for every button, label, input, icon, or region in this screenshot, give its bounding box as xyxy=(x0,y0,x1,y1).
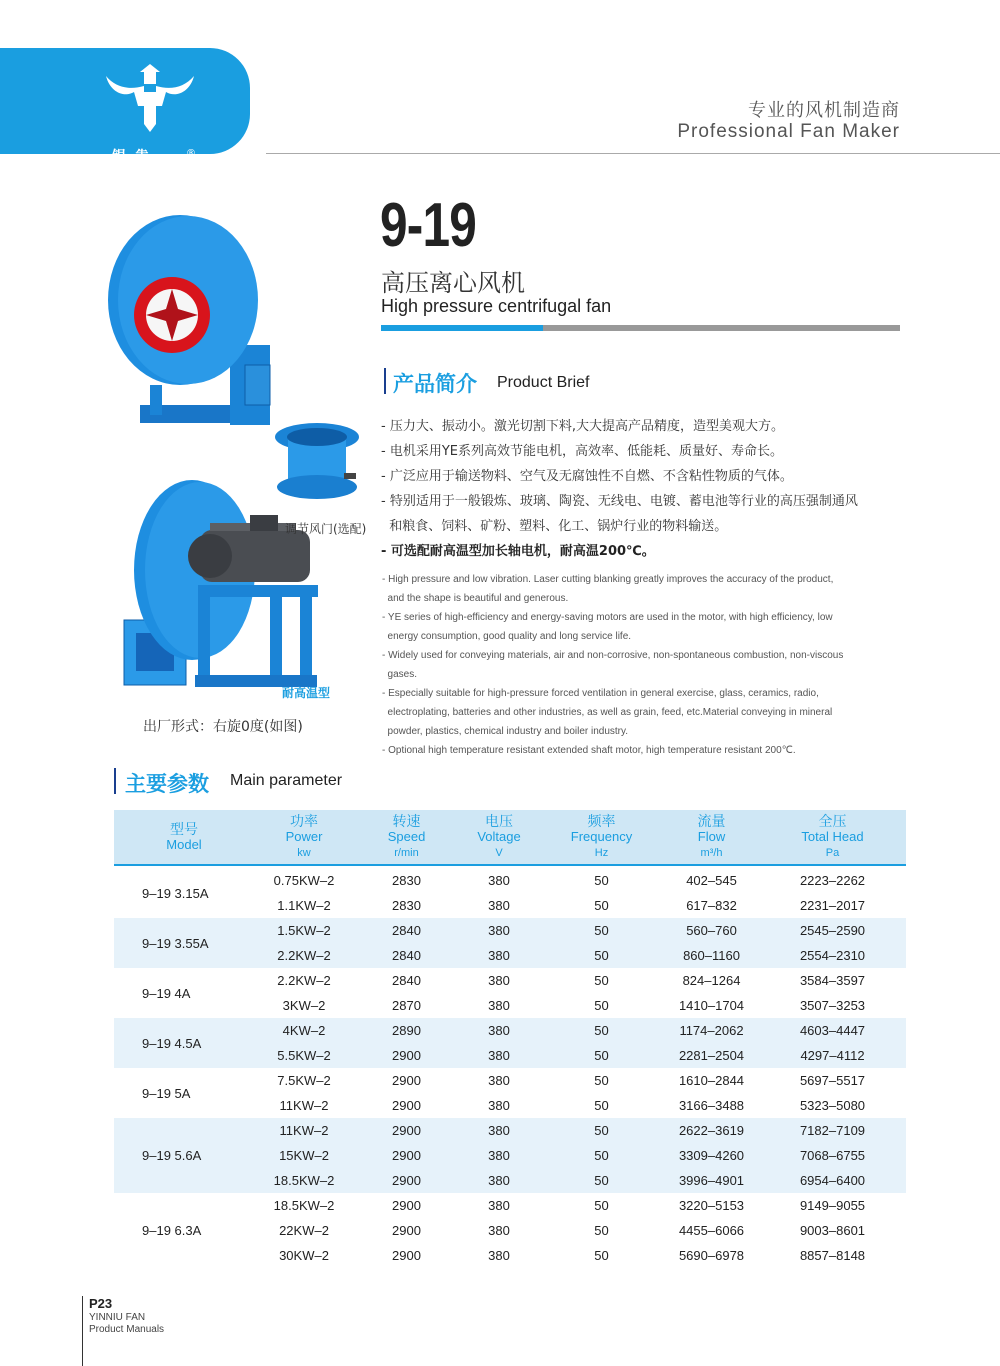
cell-power: 1.1KW–2 xyxy=(277,898,331,913)
cell-frequency: 50 xyxy=(594,873,609,888)
parameter-table-body xyxy=(114,865,906,1268)
cell-voltage: 380 xyxy=(488,973,510,988)
logo-english-text: YIN NIU xyxy=(112,172,174,187)
cell-total-head: 4603–4447 xyxy=(759,1018,906,1043)
cell-voltage: 380 xyxy=(459,943,539,968)
bull-horns-logo-icon xyxy=(100,62,200,142)
cell-total-head: 5697–5517 xyxy=(799,1073,866,1088)
cell-power: 11KW–2 xyxy=(279,1098,329,1113)
cell-voltage: 380 xyxy=(488,1248,510,1263)
brief-en-line: energy consumption, good quality and long service life. xyxy=(382,631,632,642)
brief-cn-line: - 广泛应用于输送物料、空气及无腐蚀性不自燃、不含粘性物质的气体。 xyxy=(381,469,793,484)
cell-speed: 2900 xyxy=(392,1223,421,1238)
cell-voltage: 380 xyxy=(488,873,510,888)
brief-en-line: electroplating, batteries and other industries, as well as grain, feed, etc.Material conveying in mineral xyxy=(382,707,833,718)
params-title-english: Main parameter xyxy=(230,772,343,789)
cell-speed: 2840 xyxy=(354,943,459,968)
registered-mark: ® xyxy=(186,148,196,159)
parameter-table xyxy=(114,810,906,1268)
cell-frequency: 50 xyxy=(594,898,609,913)
cell-speed: 2840 xyxy=(392,973,421,988)
cell-voltage: 380 xyxy=(488,998,510,1013)
cell-total-head: 2554–2310 xyxy=(759,943,906,968)
brief-cn-line: 和粮食、饲料、矿粉、塑料、化工、锅炉行业的物料输送。 xyxy=(381,519,728,534)
header-power: 功率 Power kw xyxy=(254,810,354,865)
cell-flow: 1174–2062 xyxy=(664,1018,759,1043)
cell-speed: 2900 xyxy=(354,1143,459,1168)
cell-total-head: 7068–6755 xyxy=(759,1143,906,1168)
table-row xyxy=(114,1118,906,1143)
cell-model: 9–19 6.3A xyxy=(142,1223,202,1238)
cell-power: 22KW–2 xyxy=(279,1223,329,1238)
cell-model: 9–19 5A xyxy=(142,1085,191,1101)
brief-en-line: gases. xyxy=(382,669,418,680)
header-speed: 转速 Speed r/min xyxy=(354,810,459,865)
cell-speed: 2900 xyxy=(392,1198,421,1213)
brief-cn-line: - 特别适用于一般锻炼、玻璃、陶瓷、无线电、电镀、蓄电池等行业的高压强制通风 xyxy=(381,494,858,509)
cell-total-head: 3507–3253 xyxy=(799,998,866,1013)
product-model-title: 9-19 xyxy=(380,191,477,260)
cell-flow: 824–1264 xyxy=(682,973,741,988)
title-accent-bar xyxy=(381,325,543,331)
cell-total-head: 8857–8148 xyxy=(799,1248,866,1263)
cell-speed: 2870 xyxy=(392,998,421,1013)
cell-model: 9–19 5.6A xyxy=(114,1118,254,1193)
cell-power: 18.5KW–2 xyxy=(273,1198,335,1213)
tagline-english: Professional Fan Maker xyxy=(677,121,900,142)
cell-power: 18.5KW–2 xyxy=(254,1168,354,1193)
cell-total-head: 7182–7109 xyxy=(759,1118,906,1143)
cell-flow: 2622–3619 xyxy=(664,1118,759,1143)
cell-speed: 2900 xyxy=(354,1118,459,1143)
cell-speed: 2830 xyxy=(392,898,421,913)
cell-power: 3KW–2 xyxy=(282,998,326,1013)
centrifugal-fan-image xyxy=(108,215,270,425)
cell-flow: 1410–1704 xyxy=(678,998,745,1013)
cell-flow: 3166–3488 xyxy=(678,1098,745,1113)
brief-cn-line-highlight: - 可选配耐高温型加长轴电机，耐高温200℃。 xyxy=(381,544,655,559)
header-flow: 流量 Flow m³/h xyxy=(664,810,759,865)
product-name-chinese: 高压离心风机 xyxy=(381,269,525,297)
cell-frequency: 50 xyxy=(539,1118,664,1143)
cell-voltage: 380 xyxy=(488,1198,510,1213)
cell-flow: 2281–2504 xyxy=(664,1043,759,1068)
cell-speed: 2900 xyxy=(392,1098,421,1113)
cell-frequency: 50 xyxy=(594,1098,609,1113)
cell-total-head: 2231–2017 xyxy=(799,898,866,913)
cell-frequency: 50 xyxy=(539,918,664,943)
cell-power: 2.2KW–2 xyxy=(254,943,354,968)
cell-voltage: 380 xyxy=(459,1018,539,1043)
brief-title-english: Product Brief xyxy=(497,374,590,391)
tagline-chinese: 专业的风机制造商 xyxy=(748,100,900,121)
table-header-row xyxy=(114,810,906,865)
cell-power: 5.5KW–2 xyxy=(254,1043,354,1068)
cell-voltage: 380 xyxy=(488,1073,510,1088)
cell-flow: 860–1160 xyxy=(664,943,759,968)
cell-power: 30KW–2 xyxy=(279,1248,329,1263)
brief-en-line: - Optional high temperature resistant extended shaft motor, high temperature resistant 200℃. xyxy=(382,745,796,756)
brief-section-marker xyxy=(384,368,386,394)
cell-model: 9–19 4A xyxy=(142,985,191,1001)
damper-caption: 调节风门(选配) xyxy=(285,522,367,536)
cell-flow: 4455–6066 xyxy=(678,1223,745,1238)
cell-flow: 3996–4901 xyxy=(664,1168,759,1193)
table-row xyxy=(114,1193,906,1218)
cell-flow: 3220–5153 xyxy=(678,1198,745,1213)
cell-power: 15KW–2 xyxy=(254,1143,354,1168)
cell-speed: 2900 xyxy=(392,1073,421,1088)
cell-voltage: 380 xyxy=(459,1043,539,1068)
cell-voltage: 380 xyxy=(459,1143,539,1168)
footer-company: YINNIU FAN xyxy=(89,1312,146,1323)
params-section-marker xyxy=(114,768,116,794)
cell-power: 0.75KW–2 xyxy=(273,873,335,888)
cell-frequency: 50 xyxy=(594,1223,609,1238)
cell-flow: 1610–2844 xyxy=(678,1073,745,1088)
cell-total-head: 5323–5080 xyxy=(799,1098,866,1113)
cell-voltage: 380 xyxy=(488,1223,510,1238)
page-number: P23 xyxy=(89,1296,113,1311)
cell-speed: 2900 xyxy=(392,1248,421,1263)
cell-frequency: 50 xyxy=(594,1198,609,1213)
header-divider xyxy=(266,153,1000,154)
cell-frequency: 50 xyxy=(594,1073,609,1088)
table-row xyxy=(114,968,906,993)
header-voltage: 电压 Voltage V xyxy=(459,810,539,865)
brief-en-line: powder, plastics, chemical industry and boiler industry. xyxy=(382,726,629,737)
cell-model: 9–19 3.15A xyxy=(142,885,209,901)
cell-power: 11KW–2 xyxy=(254,1118,354,1143)
cell-speed: 2890 xyxy=(354,1018,459,1043)
cell-flow: 3309–4260 xyxy=(664,1143,759,1168)
table-row xyxy=(114,1068,906,1093)
cell-power: 2.2KW–2 xyxy=(277,973,331,988)
table-row xyxy=(114,1018,906,1043)
cell-model: 9–19 3.55A xyxy=(114,918,254,968)
cell-power: 1.5KW–2 xyxy=(254,918,354,943)
cell-flow: 5690–6978 xyxy=(678,1248,745,1263)
cell-voltage: 380 xyxy=(459,918,539,943)
cell-total-head: 6954–6400 xyxy=(759,1168,906,1193)
brief-en-line: - Especially suitable for high-pressure forced ventilation in general exercise, glass, ceramics, radio, xyxy=(382,688,819,699)
cell-frequency: 50 xyxy=(594,1248,609,1263)
brief-cn-line: - 压力大、振动小。激光切割下料,大大提高产品精度，造型美观大方。 xyxy=(381,419,784,434)
header-frequency: 频率 Frequency Hz xyxy=(539,810,664,865)
cell-total-head: 3584–3597 xyxy=(799,973,866,988)
damper-image xyxy=(275,423,359,499)
cell-frequency: 50 xyxy=(539,1043,664,1068)
brief-en-line: and the shape is beautiful and generous. xyxy=(382,593,569,604)
brief-en-line: - High pressure and low vibration. Laser cutting blanking greatly improves the accuracy of the product, xyxy=(382,574,834,585)
footer-manual-label: Product Manuals xyxy=(89,1324,165,1335)
cell-voltage: 380 xyxy=(488,1098,510,1113)
cell-total-head: 9003–8601 xyxy=(799,1223,866,1238)
table-row xyxy=(114,865,906,893)
title-gray-bar xyxy=(543,325,900,331)
cell-frequency: 50 xyxy=(539,1143,664,1168)
cell-speed: 2900 xyxy=(354,1043,459,1068)
header-total-head: 全压 Total Head Pa xyxy=(759,810,906,865)
brief-en-line: - Widely used for conveying materials, air and non-corrosive, non-spontaneous combustion, non-viscous xyxy=(382,650,844,661)
logo-chinese-text: 银 犇 xyxy=(112,149,151,165)
product-illustrations xyxy=(100,205,380,705)
cell-speed: 2840 xyxy=(354,918,459,943)
cell-power: 4KW–2 xyxy=(254,1018,354,1043)
cell-flow: 402–545 xyxy=(686,873,737,888)
high-temperature-fan-image xyxy=(124,480,318,687)
cell-power: 7.5KW–2 xyxy=(277,1073,331,1088)
cell-total-head: 9149–9055 xyxy=(799,1198,866,1213)
cell-flow: 617–832 xyxy=(686,898,737,913)
cell-total-head: 2223–2262 xyxy=(799,873,866,888)
header-model: 型号 Model xyxy=(114,810,254,865)
cell-frequency: 50 xyxy=(594,998,609,1013)
brief-en-line: - YE series of high-efficiency and energy-saving motors are used in the motor, with high efficiency, low xyxy=(382,612,833,623)
cell-frequency: 50 xyxy=(539,1018,664,1043)
footer-rule xyxy=(82,1296,83,1366)
cell-flow: 560–760 xyxy=(664,918,759,943)
table-row xyxy=(114,918,906,943)
product-name-english: High pressure centrifugal fan xyxy=(381,296,612,316)
brief-cn-line: - 电机采用YE系列高效节能电机，高效率、低能耗、质量好、寿命长。 xyxy=(381,444,783,459)
cell-speed: 2830 xyxy=(392,873,421,888)
cell-voltage: 380 xyxy=(459,1168,539,1193)
cell-speed: 2900 xyxy=(354,1168,459,1193)
cell-voltage: 380 xyxy=(459,1118,539,1143)
params-title-chinese: 主要参数 xyxy=(125,772,209,796)
cell-frequency: 50 xyxy=(539,943,664,968)
high-temperature-caption: 耐高温型 xyxy=(282,686,331,700)
cell-total-head: 2545–2590 xyxy=(759,918,906,943)
cell-model: 9–19 4.5A xyxy=(114,1018,254,1068)
logo-tab xyxy=(0,48,250,187)
cell-frequency: 50 xyxy=(539,1168,664,1193)
cell-frequency: 50 xyxy=(594,973,609,988)
factory-form-text: 出厂形式：右旋0度(如图) xyxy=(143,719,303,735)
cell-total-head: 4297–4112 xyxy=(759,1043,906,1068)
brief-title-chinese: 产品简介 xyxy=(393,372,477,396)
cell-voltage: 380 xyxy=(488,898,510,913)
